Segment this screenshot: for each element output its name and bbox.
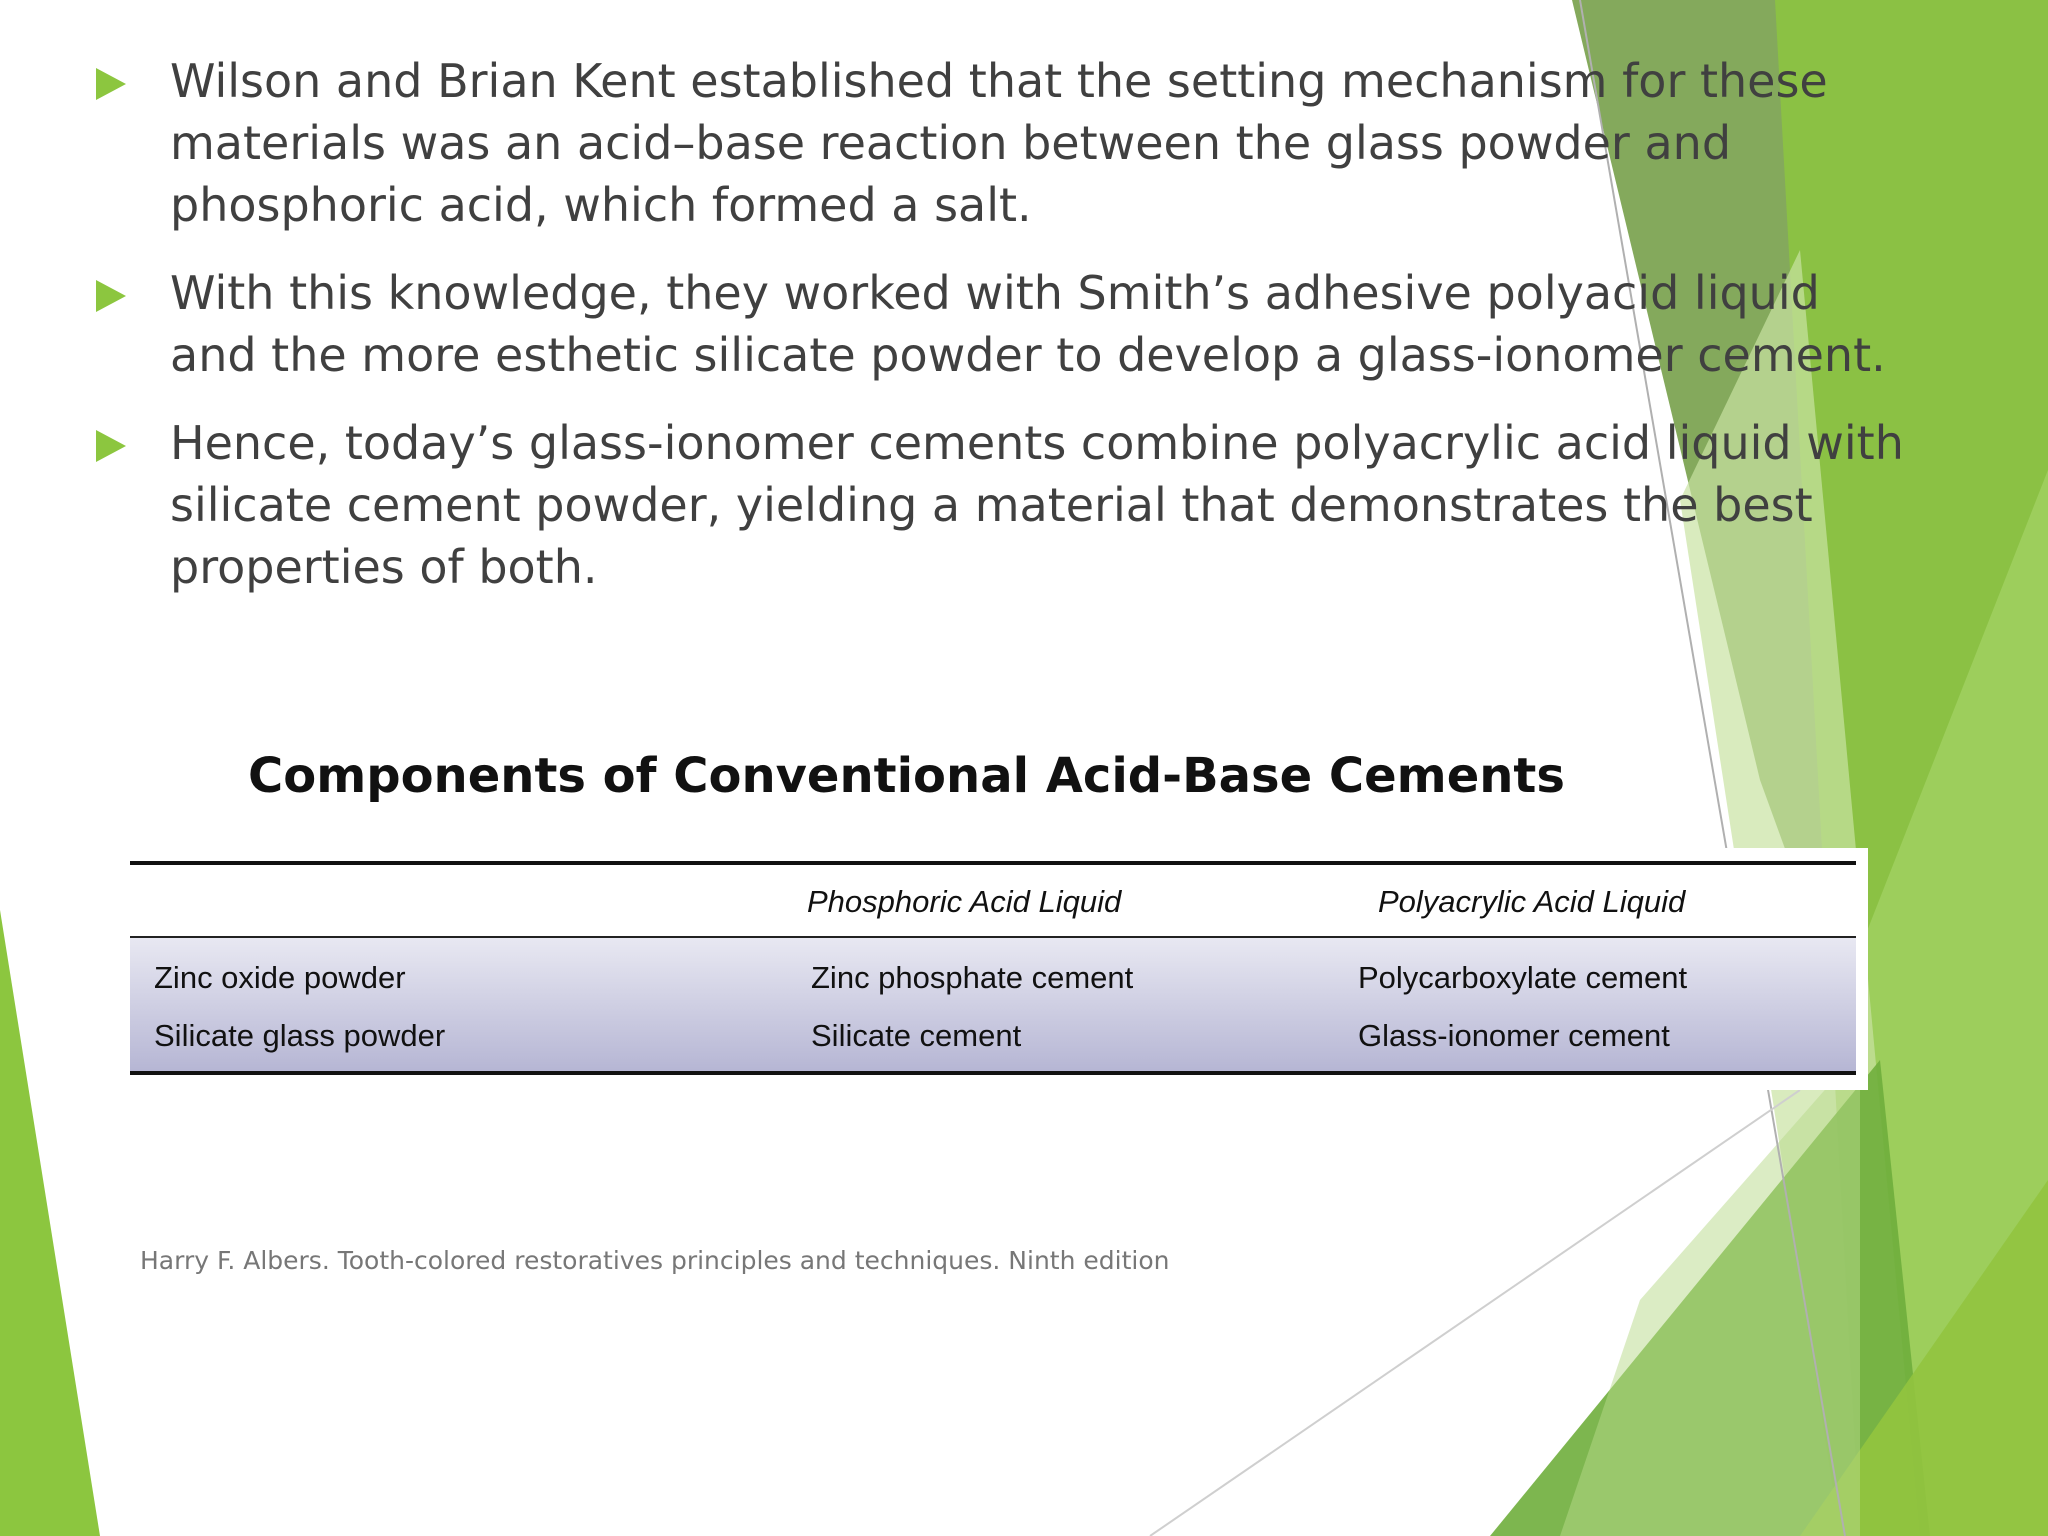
table-cell: Zinc phosphate cement <box>811 960 1134 995</box>
table-cell: Polycarboxylate cement <box>1358 960 1688 995</box>
triangle-bullet-icon <box>96 430 126 462</box>
bullet-text: Wilson and Brian Kent established that the setting mechanism for these materials was an acid–base reaction between the glass powder and phosphoric acid, which formed a salt. <box>170 54 1828 232</box>
table-title: Components of Conventional Acid-Base Cements <box>248 748 1565 804</box>
table-rule-header <box>130 936 1856 938</box>
table-cell: Zinc oxide powder <box>154 960 406 995</box>
bullet-item <box>96 412 1916 598</box>
facet-bottom-pale <box>1560 1050 1860 1536</box>
bullet-item <box>96 262 1916 386</box>
left-facet <box>0 910 100 1536</box>
table-cell: Glass-ionomer cement <box>1358 1018 1670 1053</box>
table-cell: Silicate glass powder <box>154 1018 446 1053</box>
table-cell: Silicate cement <box>811 1018 1022 1053</box>
citation: Harry F. Albers. Tooth-colored restoratives principles and techniques. Ninth edition <box>140 1246 1170 1275</box>
bullet-list <box>96 50 1916 624</box>
table-header-phosphoric: Phosphoric Acid Liquid <box>807 884 1122 919</box>
table-header-polyacrylic: Polyacrylic Acid Liquid <box>1378 884 1686 919</box>
components-table <box>126 848 1868 1090</box>
bullet-text: Hence, today’s glass-ionomer cements combine polyacrylic acid liquid with silicate cement powder, yielding a material that demonstrates the best properties of both. <box>170 416 1904 594</box>
triangle-bullet-icon <box>96 280 126 312</box>
table-rule-top <box>130 861 1856 865</box>
bullet-item <box>96 50 1916 236</box>
table-rule-bottom <box>130 1071 1856 1075</box>
triangle-bullet-icon <box>96 68 126 100</box>
bullet-text: With this knowledge, they worked with Smith’s adhesive polyacid liquid and the more esthetic silicate powder to develop a glass-ionomer cement. <box>170 266 1886 382</box>
